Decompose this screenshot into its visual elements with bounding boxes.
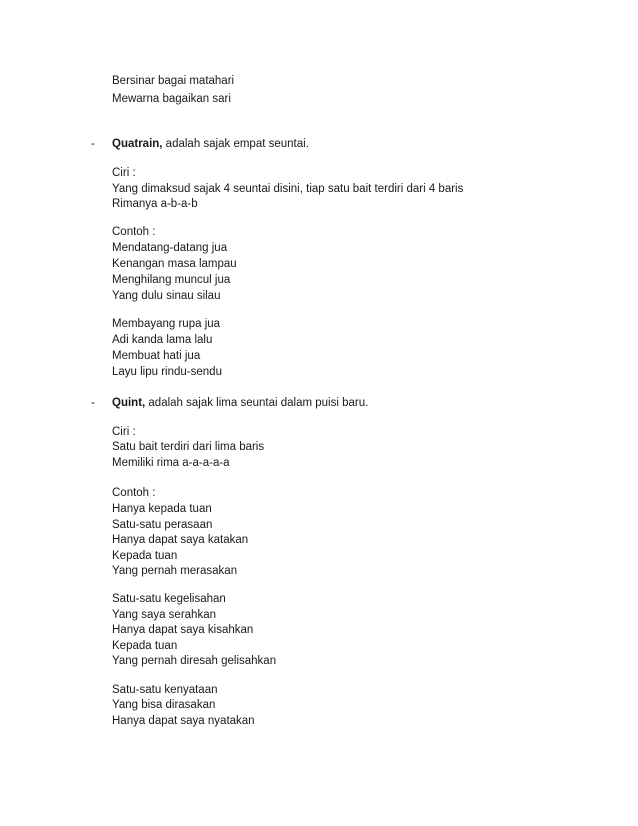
poem-line: Yang dulu sinau silau bbox=[112, 290, 221, 302]
list-bullet: - bbox=[91, 397, 95, 409]
poem-line: Membuat hati jua bbox=[112, 350, 201, 362]
poem-line: Bersinar bagai matahari bbox=[112, 75, 235, 87]
poem-line: Adi kanda lama lalu bbox=[112, 334, 213, 346]
poem-line: Hanya kepada tuan bbox=[112, 503, 212, 515]
poem-line: Yang pernah merasakan bbox=[112, 565, 238, 577]
poem-line: Menghilang muncul jua bbox=[112, 274, 231, 286]
poem-line: Layu lipu rindu-sendu bbox=[112, 366, 222, 378]
poem-line: Yang pernah diresah gelisahkan bbox=[112, 655, 277, 667]
ciri-heading: Ciri : bbox=[112, 167, 136, 179]
poem-line: Mendatang-datang jua bbox=[112, 242, 228, 254]
poem-line: Hanya dapat saya kisahkan bbox=[112, 624, 254, 636]
poem-line: Yang saya serahkan bbox=[112, 609, 216, 621]
poem-line: Kenangan masa lampau bbox=[112, 258, 237, 270]
poem-line: Kepada tuan bbox=[112, 640, 178, 652]
ciri-line: Rimanya a-b-a-b bbox=[112, 198, 198, 210]
quatrain-term: Quatrain, bbox=[112, 138, 163, 150]
quint-definition bbox=[112, 396, 368, 411]
poem-line: Membayang rupa jua bbox=[112, 318, 221, 330]
contoh-heading: Contoh : bbox=[112, 487, 156, 499]
poem-line: Satu-satu perasaan bbox=[112, 519, 213, 531]
poem-line: Satu-satu kenyataan bbox=[112, 684, 218, 696]
ciri-line: Memiliki rima a-a-a-a-a bbox=[112, 457, 230, 469]
poem-line: Kepada tuan bbox=[112, 550, 178, 562]
ciri-heading: Ciri : bbox=[112, 426, 136, 438]
poem-line: Yang bisa dirasakan bbox=[112, 699, 216, 711]
ciri-line: Satu bait terdiri dari lima baris bbox=[112, 441, 265, 453]
poem-line: Satu-satu kegelisahan bbox=[112, 593, 226, 605]
poem-line: Mewarna bagaikan sari bbox=[112, 93, 231, 105]
poem-line: Hanya dapat saya nyatakan bbox=[112, 715, 255, 727]
ciri-line: Yang dimaksud sajak 4 seuntai disini, tiap satu bait terdiri dari 4 baris bbox=[112, 183, 464, 195]
quint-term: Quint, bbox=[112, 397, 146, 409]
poem-line: Hanya dapat saya katakan bbox=[112, 534, 249, 546]
contoh-heading: Contoh : bbox=[112, 226, 156, 238]
list-bullet: - bbox=[91, 138, 95, 150]
quatrain-definition bbox=[112, 137, 309, 152]
quint-definition-text: adalah sajak lima seuntai dalam puisi baru. bbox=[145, 397, 369, 409]
quatrain-definition-text: adalah sajak empat seuntai. bbox=[162, 138, 309, 150]
